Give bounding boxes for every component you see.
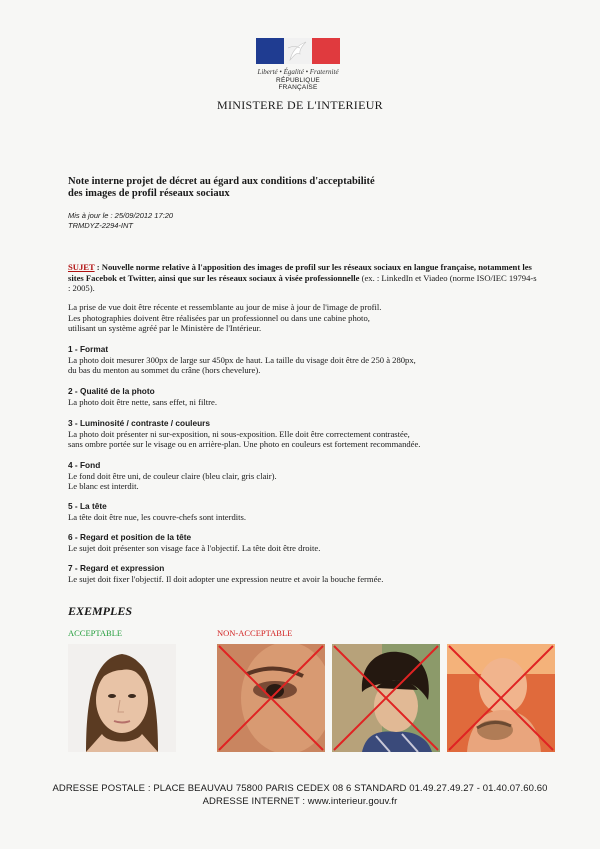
section-luminosity: [68, 418, 538, 450]
intro-line-1: La prise de vue doit être récente et ressemblante au jour de mise à jour de l'image de profil.: [68, 302, 382, 312]
section-background: [68, 460, 538, 492]
section-title: 6 - Regard et position de la tête: [68, 532, 192, 542]
section-title: 3 - Luminosité / contraste / couleurs: [68, 418, 210, 428]
note-title-line-2: des images de profil réseaux sociaux: [68, 188, 230, 199]
update-date: Mis à jour le : 25/09/2012 17:20: [68, 211, 174, 220]
section-format: [68, 344, 538, 376]
examples-title: EXEMPLES: [68, 604, 133, 618]
section-title: 2 - Qualité de la photo: [68, 386, 155, 396]
non-acceptable-photo-3: [447, 644, 555, 752]
section-title: 7 - Regard et expression: [68, 563, 165, 573]
note-title: [68, 176, 375, 200]
section-line: sans ombre portée sur le visage ou en arrière-plan. Une photo en couleurs est fortement recommandée.: [68, 439, 421, 450]
section-gaze-position: [68, 532, 538, 553]
section-line: Le fond doit être uni, de couleur claire (bleu clair, gris clair).: [68, 470, 277, 481]
section-head: [68, 501, 538, 522]
acceptable-photo: [68, 644, 176, 752]
intro-line-2: Les photographies doivent être réalisées par un professionnel ou dans une cabine photo,: [68, 312, 370, 323]
section-title: 5 - La tête: [68, 501, 107, 511]
tricolor-flag-icon: [256, 38, 340, 64]
footer-postal-address: ADRESSE POSTALE : PLACE BEAUVAU 75800 PARIS CEDEX 08 6 STANDARD 01.49.27.49.27 - 01.40.07.60.60: [52, 783, 548, 794]
non-acceptable-photo-1: [217, 644, 325, 752]
section-line: La photo doit présenter ni sur-exposition, ni sous-exposition. Elle doit être correctement contrastée,: [68, 428, 410, 439]
note-title-line-1: Note interne projet de décret au égard aux conditions d'acceptabilité: [68, 176, 375, 187]
section-line: Le sujet doit fixer l'objectif. Il doit adopter une expression neutre et avoir la bouche fermée.: [68, 573, 384, 584]
republic-name: RÉPUBLIQUE FRANÇAISE: [276, 77, 320, 91]
republic-motto: Liberté • Égalité • Fraternité: [257, 68, 339, 76]
section-line: du bas du menton au sommet du crâne (hors chevelure).: [68, 365, 261, 376]
section-line: La photo doit être nette, sans effet, ni filtre.: [68, 396, 217, 407]
section-title: 1 - Format: [68, 344, 109, 354]
intro-line-3: utilisant un système agréé par le Ministère de l'Intérieur.: [68, 323, 262, 334]
intro-paragraph: [68, 302, 538, 334]
footer-website: ADRESSE INTERNET : www.interieur.gouv.fr: [202, 796, 398, 807]
reference-code: TRMDYZ-2294-INT: [68, 221, 134, 230]
subject-bold-text: : Nouvelle norme relative à l'apposition des images de profil sur les réseaux sociaux en langue française, notamment les sites Facebok et Twitter, ainsi que sur les réseaux sociaux à visée professionnelle: [68, 262, 532, 283]
subject-tail: (ex. : LinkedIn et Viadeo (norme ISO/IEC 19794-s : 2005).: [68, 272, 537, 294]
acceptable-label: ACCEPTABLE: [68, 628, 123, 638]
non-acceptable-photo-2: [332, 644, 440, 752]
subject-paragraph: [68, 262, 538, 294]
section-quality: [68, 386, 538, 407]
ministry-title: MINISTERE DE L'INTERIEUR: [216, 98, 383, 112]
section-line: Le sujet doit présenter son visage face à l'objectif. La tête doit être droite.: [68, 542, 321, 553]
section-title: 4 - Fond: [68, 460, 101, 470]
section-line: La tête doit être nue, les couvre-chefs sont interdits.: [68, 511, 247, 522]
subject-label: SUJET: [68, 262, 95, 272]
section-line: La photo doit mesurer 300px de large sur 450px de haut. La taille du visage doit être de 250 à 280px,: [68, 354, 416, 365]
section-line: Le blanc est interdit.: [68, 481, 139, 492]
section-gaze-expression: [68, 563, 538, 584]
note-meta: [68, 211, 173, 231]
non-acceptable-label: NON-ACCEPTABLE: [217, 628, 293, 638]
marianne-logo: [256, 38, 340, 91]
